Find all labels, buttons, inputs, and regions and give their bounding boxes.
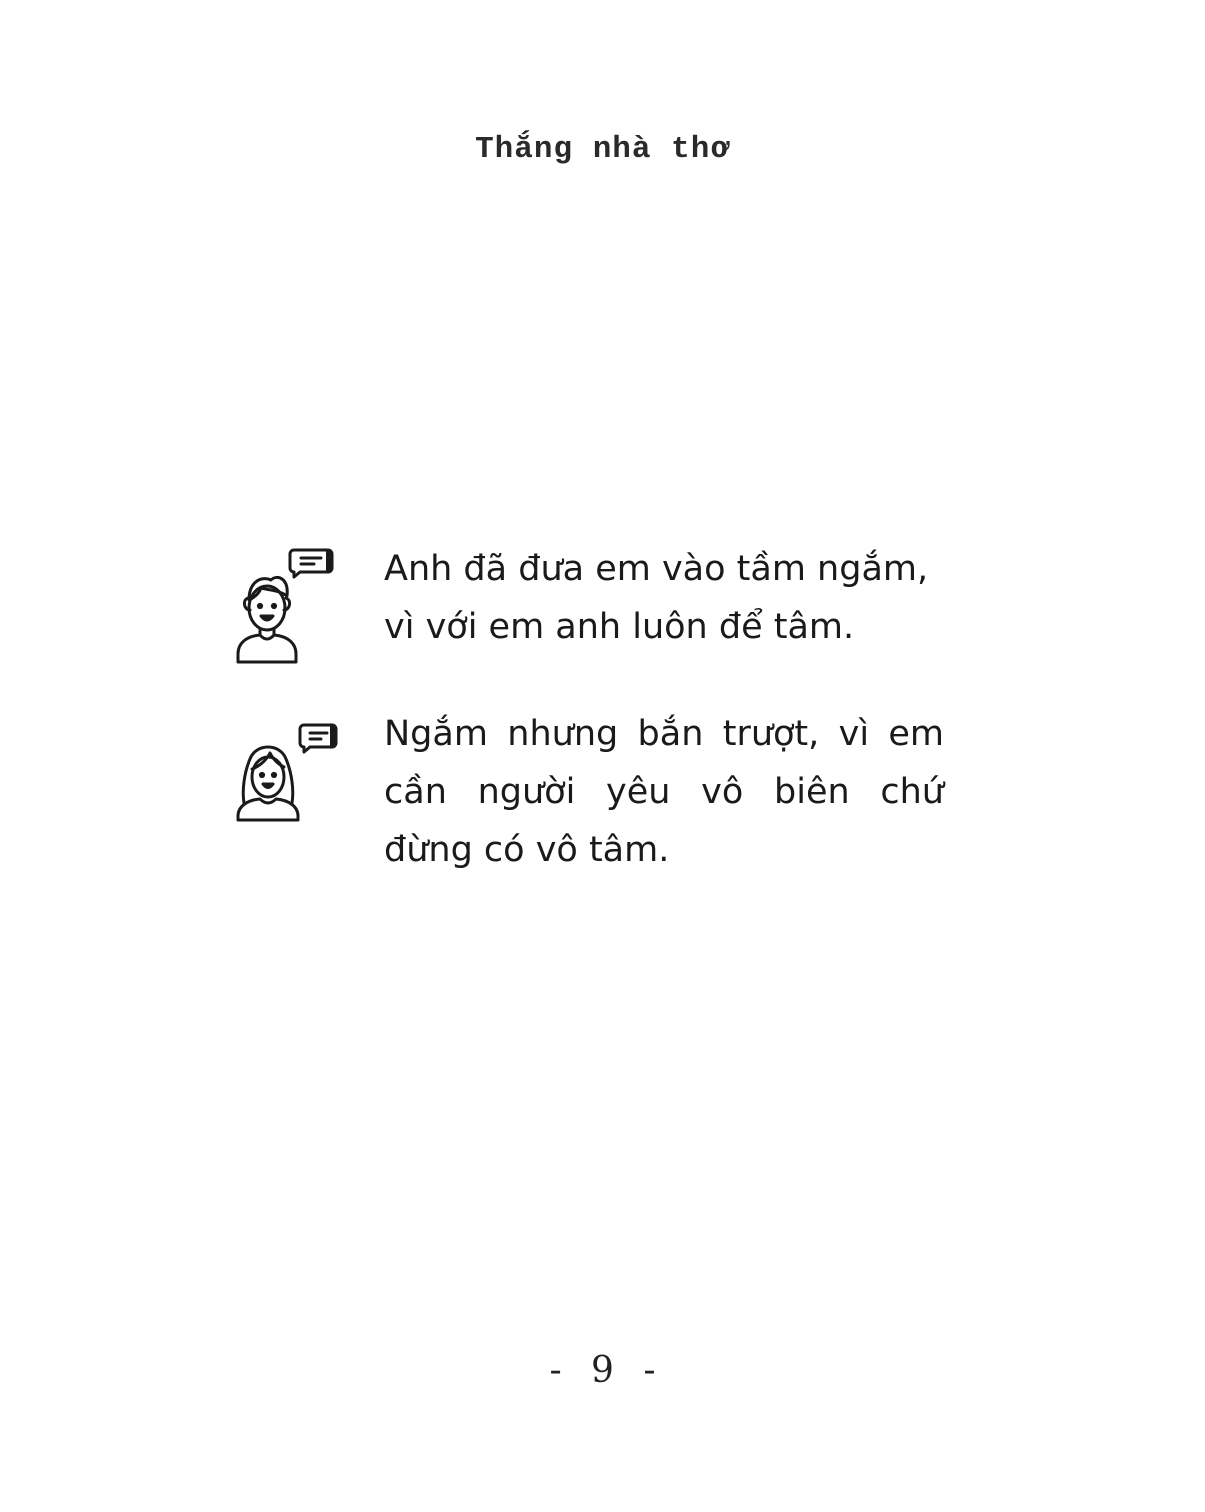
speech-bubble-icon [300,725,336,752]
woman-speaking-icon [228,705,348,835]
dialogue-line: cần người yêu vô biên chứ [384,772,944,812]
dialogue-line: Ngắm nhưng bắn trượt, vì em [384,714,944,754]
dialogue-line: Anh đã đưa em vào tầm ngắm, [384,549,929,589]
page-header-title: Thắng nhà thơ [475,132,730,167]
page-number: - 9 - [549,1350,656,1391]
man-speaking-icon [228,540,348,670]
speech-bubble-icon [290,550,332,577]
dialogue-text-2 [384,705,944,879]
dialogue-line: đừng có vô tâm. [384,830,670,870]
dialogue-text-1 [384,540,944,656]
dialogue-line: vì với em anh luôn để tâm. [384,607,855,647]
